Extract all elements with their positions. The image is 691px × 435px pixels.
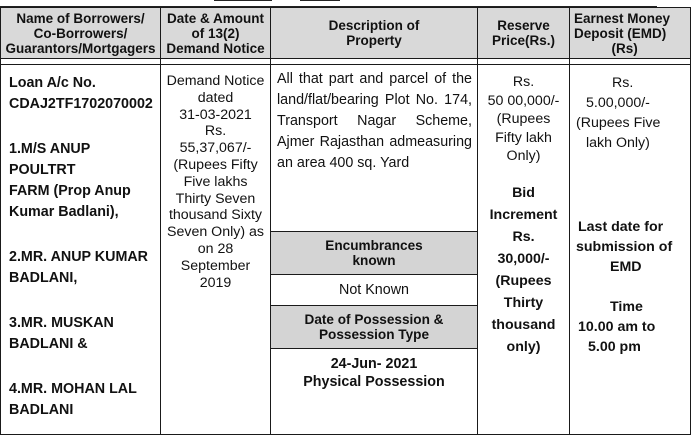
emd-time-line-2: 10.00 am to: [578, 319, 656, 335]
reserve-line-4: Fifty lakh: [495, 129, 552, 146]
demand-line-5: 55,37,067/-: [179, 140, 252, 157]
possession-details: [271, 349, 477, 391]
borrower-4-line-2: BADLANI: [9, 402, 74, 418]
demand-notice-cell: [161, 65, 271, 435]
header-demand-notice: Date & Amount of 13(2) Demand Notice: [161, 8, 271, 59]
property-description: All that part and parcel of the land/flat/bearing Plot No. 174, Transport Nagar Scheme, Ajmer Rajasthan admeasuring an area 400 sq. Yard: [277, 71, 472, 171]
top-rule: [0, 0, 657, 7]
bid-line-2: Increment: [489, 206, 558, 223]
demand-line-2: dated: [197, 89, 234, 106]
emd-line-4: lakh Only): [586, 135, 650, 151]
demand-line-9: thousand Sixty: [168, 207, 263, 224]
demand-line-10: Seven Only) as: [167, 224, 264, 241]
auction-notice-table: [0, 7, 691, 435]
reserve-line-2: 50 00,000/-: [487, 92, 560, 109]
emd-last-date-line-3: EMD: [610, 259, 642, 275]
possession-heading: [271, 305, 477, 349]
borrower-1-line-3: Kumar Badlani),: [9, 204, 119, 220]
demand-line-4: Rs.: [204, 123, 227, 140]
borrower-2-line-2: BADLANI,: [9, 270, 78, 286]
bid-line-7: thousand: [491, 316, 556, 333]
bid-line-4: 30,000/-: [497, 250, 550, 267]
demand-line-7: Five lakhs: [183, 173, 248, 190]
reserve-line-5: Only): [506, 148, 541, 164]
header-borrowers: Name of Borrowers/ Co-Borrowers/ Guarantors/Mortgagers: [1, 8, 161, 59]
header-row: [1, 8, 691, 59]
property-cell: [271, 65, 478, 435]
demand-line-12: September: [180, 257, 251, 274]
header-emd: Earnest Money Deposit (EMD) (Rs): [570, 8, 691, 59]
reserve-line-1: Rs.: [512, 74, 535, 90]
bid-line-3: Rs.: [512, 228, 535, 245]
possession-date: 24-Jun- 2021: [330, 356, 418, 372]
demand-line-11: on 28: [197, 240, 234, 257]
borrower-1-line-1: 1.M/S ANUP POULTRT: [9, 141, 91, 178]
emd-time-line-3: 5.00 pm: [588, 339, 641, 355]
bid-line-1: Bid: [512, 184, 535, 201]
header-description: Description of Property: [271, 8, 478, 59]
borrower-3-line-1: 3.MR. MUSKAN: [9, 315, 114, 331]
emd-time-line-1: Time: [610, 299, 643, 315]
encumbrances-heading-text: Encumbrances known: [325, 238, 423, 268]
demand-line-6: (Rupees Fifty: [173, 156, 258, 173]
possession-type: Physical Possession: [303, 374, 445, 390]
emd-cell: [570, 65, 691, 435]
borrower-2-line-1: 2.MR. ANUP KUMAR: [9, 249, 149, 265]
header-reserve-price: Reserve Price(Rs.): [478, 8, 570, 59]
reserve-line-3: (Rupees: [496, 111, 551, 127]
borrower-4-line-1: 4.MR. MOHAN LAL: [9, 381, 137, 397]
emd-line-3: (Rupees Five: [576, 115, 661, 131]
reserve-price-cell: [478, 65, 570, 435]
emd-last-date-line-1: Last date for: [578, 219, 664, 235]
bid-line-8: only): [506, 338, 541, 355]
emd-last-date-line-2: submission of: [576, 239, 673, 255]
demand-line-13: 2019: [199, 274, 232, 291]
emd-line-2: 5.00,000/-: [586, 95, 650, 111]
demand-line-1: Demand Notice: [166, 73, 265, 89]
borrower-1-line-2: FARM (Prop Anup: [9, 183, 131, 199]
encumbrances-value: Not Known: [339, 282, 409, 298]
body-row: [1, 65, 691, 435]
demand-line-8: Thirty Seven: [175, 190, 256, 207]
bid-line-6: Thirty: [503, 294, 544, 311]
bid-line-5: (Rupees: [495, 272, 552, 289]
encumbrances-heading: [271, 231, 477, 275]
borrower-3-line-2: BADLANI &: [9, 336, 88, 352]
loan-number: CDAJ2TF1702070002: [9, 96, 153, 112]
loan-label: Loan A/c No.: [9, 75, 96, 91]
demand-line-3: 31-03-2021: [179, 106, 252, 123]
borrowers-cell: [1, 65, 161, 435]
possession-heading-text: Date of Possession & Possession Type: [304, 312, 444, 342]
emd-line-1: Rs.: [612, 75, 634, 91]
